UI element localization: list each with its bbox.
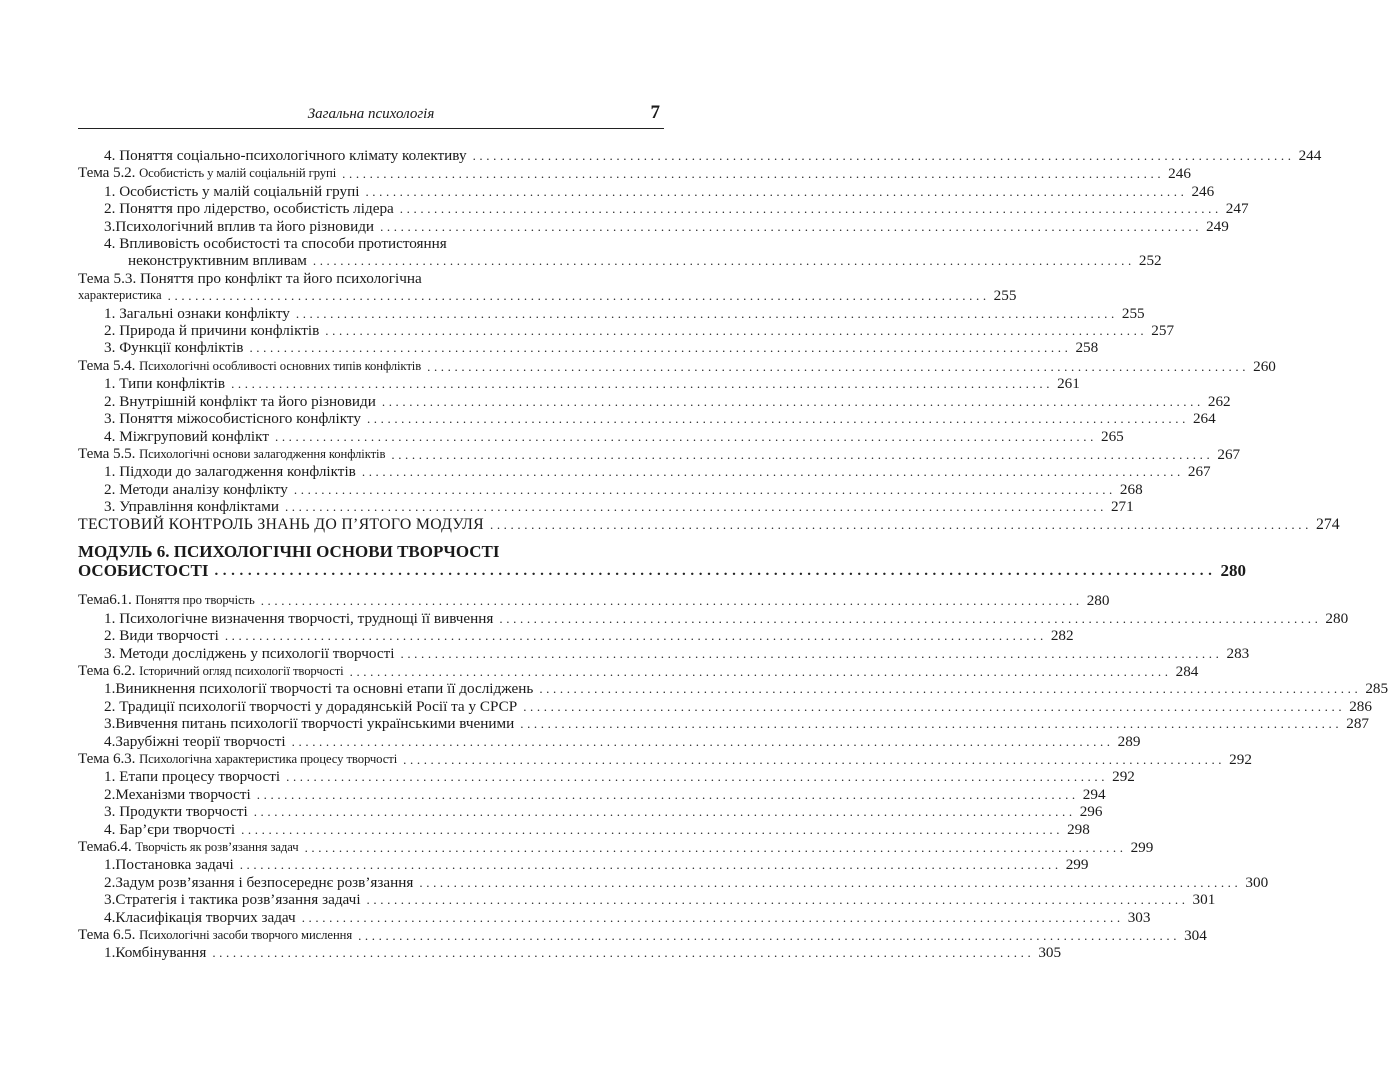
toc-entry-topic[interactable] (78, 591, 1110, 610)
toc-leader-dots: ........................................................................................................................ (214, 562, 1217, 579)
toc-entry-title: 4. Поняття соціально-психологічного клімату колективу (104, 147, 467, 164)
toc-leader-dots: ........................................................................................................................ (274, 428, 1097, 444)
toc-entry[interactable] (78, 609, 1349, 627)
toc-entry[interactable] (78, 697, 1372, 715)
toc-entry-page: 274 (1315, 515, 1340, 533)
toc-entry-page: 283 (1226, 644, 1250, 662)
toc-entry-title: 2. Поняття про лідерство, особистість лідера (104, 200, 394, 218)
toc-leader-dots: ........................................................................................................................ (256, 786, 1079, 802)
toc-entry-title: 2. Внутрішній конфлікт та його різновиди (104, 392, 376, 410)
toc-entry[interactable] (78, 304, 1145, 322)
toc-leader-dots: ........................................................................................................................ (260, 593, 1083, 609)
toc-entry[interactable] (78, 891, 1216, 909)
toc-entry[interactable] (78, 410, 1216, 428)
toc-entry-page: 255 (993, 287, 1017, 305)
toc-leader-dots: ........................................................................................................................ (286, 769, 1109, 785)
toc-entry[interactable] (78, 339, 1099, 357)
toc-entry-page: 271 (1110, 498, 1134, 516)
toc-entry-page: 282 (1050, 627, 1074, 645)
toc-entry-page: 304 (1184, 927, 1207, 945)
module-heading-line1: МОДУЛЬ 6. ПСИХОЛОГІЧНІ ОСНОВИ ТВОРЧОСТІ (78, 542, 500, 562)
toc-entry-title: Тема 6.5. Психологічні засоби творчого мислення (78, 926, 353, 944)
toc-entry-topic[interactable] (78, 356, 1276, 375)
toc-entry[interactable] (78, 498, 1134, 516)
toc-leader-dots: ........................................................................................................................ (342, 166, 1165, 182)
toc-entry[interactable] (78, 375, 1080, 393)
page-number: 7 (650, 102, 660, 123)
toc-entry-page: 298 (1067, 820, 1090, 838)
toc-leader-dots: ........................................................................................................................ (539, 681, 1362, 697)
toc-entry-title: 4. Міжгруповий конфлікт (104, 427, 269, 445)
toc-entry-title: 1.Комбінування (104, 944, 207, 962)
toc-entry[interactable] (78, 680, 1388, 698)
toc-entry-test[interactable] (78, 515, 1340, 534)
toc-entry-title: Тема 5.4. Психологічні особливості основних типів конфліктів (78, 356, 422, 374)
toc-entry-module[interactable] (78, 561, 1246, 581)
toc-leader-dots: ........................................................................................................................ (241, 821, 1064, 837)
toc-entry-title: 1. Загальні ознаки конфлікту (104, 304, 290, 322)
toc-entry-page: 258 (1075, 339, 1099, 357)
toc-entry-title: 2. Традиції психології творчості у дорадянській Росії та у СРСР (104, 697, 518, 715)
toc-entry-title: 4.Класифікація творчих задач (104, 908, 296, 926)
toc-entry-title: Тема6.1. Поняття про творчість (78, 591, 255, 609)
toc-leader-dots: ........................................................................................................................ (366, 411, 1189, 427)
toc-leader-dots: ........................................................................................................................ (325, 323, 1148, 339)
toc-entry-page: 286 (1349, 697, 1372, 715)
toc-entry-page: 265 (1100, 427, 1124, 445)
toc-entry-title: 1.Виникнення психології творчості та основні етапи її досліджень (104, 680, 534, 698)
toc-entry-page: 299 (1130, 839, 1154, 857)
toc-entry-page: 285 (1365, 680, 1388, 698)
toc-entry-page: 255 (1121, 304, 1145, 322)
toc-leader-dots: ........................................................................................................................ (291, 733, 1114, 749)
toc-entry[interactable] (78, 820, 1090, 838)
toc-entry-title: 1. Підходи до залагодження конфліктів (104, 463, 356, 481)
toc-entry-page: 260 (1253, 357, 1276, 375)
toc-entry-page: 246 (1168, 165, 1191, 183)
toc-leader-dots: ........................................................................................................................ (349, 663, 1172, 679)
toc-leader-dots: ........................................................................................................................ (212, 945, 1035, 961)
toc-entry-title: 1. Етапи процесу творчості (104, 768, 281, 786)
toc-entry-topic[interactable] (78, 661, 1199, 680)
toc-entry-title: 1.Постановка задачі (104, 856, 234, 874)
toc-entry-title: 1. Особистість у малій соціальній групі (104, 182, 360, 200)
toc-entry-title: 3. Методи досліджень у психології творчості (104, 644, 395, 662)
toc-entry-page: 305 (1038, 944, 1062, 962)
toc-leader-dots: ........................................................................................................................ (380, 218, 1203, 234)
toc-entry-page: 262 (1207, 392, 1231, 410)
toc-entry-topic[interactable] (78, 749, 1252, 768)
toc-entry-page: 252 (1138, 252, 1162, 270)
toc-entry-title: Тема 6.3. Психологічна характеристика процесу творчості (78, 749, 398, 767)
toc-entry-title: 2.Задум розв’язання і безпосереднє розв’язання (104, 873, 414, 891)
toc-entry[interactable] (78, 785, 1106, 803)
toc-leader-dots: ........................................................................................................................ (489, 516, 1312, 532)
toc-entry-title: 3.Вивчення питань психології творчості українськими вченими (104, 715, 515, 733)
toc-entry-title: 3. Продукти творчості (104, 803, 248, 821)
toc-leader-dots: ........................................................................................................................ (381, 393, 1204, 409)
toc-leader-dots: ........................................................................................................................ (239, 857, 1062, 873)
toc-leader-dots: ........................................................................................................................ (358, 928, 1181, 944)
toc-entry[interactable] (78, 856, 1089, 874)
toc-entry-topic[interactable] (78, 444, 1241, 463)
toc-entry-page: 299 (1065, 856, 1089, 874)
toc-entry-title: 3. Поняття міжособистісного конфлікту (104, 410, 361, 428)
toc-entry[interactable] (78, 768, 1135, 786)
toc-entry[interactable] (78, 944, 1062, 962)
toc-entry-title: ТЕСТОВИЙ КОНТРОЛЬ ЗНАНЬ ДО П’ЯТОГО МОДУЛЯ (78, 515, 484, 533)
toc-leader-dots: ........................................................................................................................ (400, 645, 1223, 661)
toc-entry-page: 296 (1079, 803, 1103, 821)
toc-leader-dots: ........................................................................................................................ (399, 201, 1222, 217)
toc-entry[interactable] (78, 147, 1322, 164)
toc-entry-title: 1. Психологічне визначення творчості, труднощі її вивчення (104, 609, 494, 627)
toc-entry-topic[interactable] (78, 838, 1154, 857)
toc-entry-page: 289 (1117, 732, 1141, 750)
toc-leader-dots: ........................................................................................................................ (253, 804, 1076, 820)
toc-leader-dots: ........................................................................................................................ (301, 909, 1124, 925)
toc-entry[interactable] (78, 873, 1269, 891)
toc-leader-dots: ........................................................................................................................ (167, 288, 990, 304)
running-header (78, 104, 664, 129)
toc-entry-page: 257 (1151, 322, 1175, 340)
toc-entry-title: 3.Стратегія і тактика розв’язання задачі (104, 891, 361, 909)
toc-entry-page: 292 (1229, 750, 1252, 768)
toc-entry-title: ОСОБИСТОСТІ (78, 561, 209, 581)
toc-entry-page: 268 (1119, 480, 1143, 498)
toc-leader-dots: ........................................................................................................................ (231, 376, 1054, 392)
toc-entry-page: 244 (1298, 147, 1322, 164)
toc-entry-page: 261 (1057, 375, 1080, 393)
toc-entry-page: 280 (1220, 561, 1246, 581)
toc-entry-page: 300 (1245, 873, 1269, 891)
toc-entry-page: 249 (1206, 217, 1229, 235)
toc-entry-title: 2. Методи аналізу конфлікту (104, 480, 288, 498)
toc-entry[interactable] (78, 217, 1229, 235)
toc-leader-dots: ........................................................................................................................ (365, 183, 1188, 199)
toc-leader-dots: ........................................................................................................................ (520, 716, 1343, 732)
toc-entry-page: 284 (1175, 662, 1199, 680)
toc-entry-title: 4.Зарубіжні теорії творчості (104, 732, 286, 750)
toc-entry-title: 3. Управління конфліктами (104, 498, 279, 516)
toc-leader-dots: ........................................................................................................................ (499, 610, 1322, 626)
toc-entry[interactable] (78, 322, 1175, 340)
toc-entry-page: 247 (1225, 200, 1249, 218)
toc-entry-title: 4. Бар’єри творчості (104, 820, 236, 838)
toc-leader-dots: ........................................................................................................................ (366, 892, 1189, 908)
running-title: Загальна психологія (307, 106, 435, 122)
toc-entry[interactable] (78, 732, 1141, 750)
toc-entry-title: Тема 5.5. Психологічні основи залагодження конфліктів (78, 444, 386, 462)
toc-entry[interactable] (78, 908, 1151, 926)
toc-leader-dots: ........................................................................................................................ (427, 358, 1250, 374)
toc-entry-topic[interactable] (78, 926, 1207, 945)
toc-entry-topic-line1: Тема 5.3. Поняття про конфлікт та його психологічна (78, 269, 422, 287)
toc-entry-page: 246 (1191, 182, 1215, 200)
table-of-contents (78, 147, 1388, 962)
toc-entry-title: Тема6.4. Творчість як розв’язання задач (78, 838, 299, 856)
toc-entry[interactable] (78, 200, 1249, 218)
toc-entry-title: Тема 6.2. Історичний огляд психології творчості (78, 661, 344, 679)
toc-entry-title: Тема 5.2. Особистість у малій соціальній групі (78, 164, 337, 182)
toc-entry-topic[interactable] (78, 164, 1191, 183)
toc-entry-line1: 4. Впливовість особистості та способи протистояння (104, 235, 447, 253)
toc-entry-page: 292 (1112, 768, 1135, 786)
toc-entry[interactable] (78, 644, 1250, 662)
toc-entry-title: 1. Типи конфліктів (104, 375, 226, 393)
toc-leader-dots: ........................................................................................................................ (224, 628, 1047, 644)
toc-entry-title: характеристика (78, 288, 162, 303)
toc-entry-page: 280 (1325, 609, 1349, 627)
toc-leader-dots: ........................................................................................................................ (403, 751, 1226, 767)
toc-entry[interactable] (78, 427, 1124, 445)
toc-entry-title: 3. Функції конфліктів (104, 339, 244, 357)
toc-leader-dots: ........................................................................................................................ (249, 340, 1072, 356)
toc-entry[interactable] (78, 803, 1103, 821)
toc-leader-dots: ........................................................................................................................ (419, 874, 1242, 890)
toc-entry-title: неконструктивним впливам (128, 252, 307, 270)
toc-entry[interactable] (78, 627, 1074, 645)
toc-entry[interactable] (78, 252, 1162, 270)
toc-leader-dots: ........................................................................................................................ (304, 840, 1127, 856)
toc-leader-dots: ........................................................................................................................ (295, 305, 1118, 321)
toc-entry-page: 301 (1192, 891, 1216, 909)
toc-leader-dots: ........................................................................................................................ (361, 464, 1184, 480)
toc-entry-page: 267 (1187, 463, 1211, 481)
toc-entry[interactable] (78, 392, 1231, 410)
toc-leader-dots: ........................................................................................................................ (293, 481, 1116, 497)
toc-entry[interactable] (78, 715, 1369, 733)
toc-entry-topic[interactable] (78, 287, 1017, 305)
toc-entry-title: 2.Механізми творчості (104, 785, 251, 803)
toc-entry[interactable] (78, 463, 1211, 481)
toc-entry-page: 294 (1082, 785, 1106, 803)
toc-entry-page: 280 (1086, 592, 1110, 610)
toc-entry-title: 2. Природа й причини конфліктів (104, 322, 320, 340)
toc-entry[interactable] (78, 182, 1215, 200)
toc-entry[interactable] (78, 480, 1143, 498)
toc-entry-title: 2. Види творчості (104, 627, 219, 645)
toc-entry-page: 303 (1127, 908, 1151, 926)
toc-entry-page: 287 (1346, 715, 1369, 733)
toc-leader-dots: ........................................................................................................................ (391, 446, 1214, 462)
toc-entry-page: 264 (1192, 410, 1216, 428)
toc-leader-dots: ........................................................................................................................ (523, 698, 1346, 714)
toc-entry-title: 3.Психологічний вплив та його різновиди (104, 217, 375, 235)
toc-entry-page: 267 (1217, 445, 1241, 463)
toc-leader-dots: ........................................................................................................................ (472, 148, 1295, 163)
toc-leader-dots: ........................................................................................................................ (284, 499, 1107, 515)
toc-leader-dots: ........................................................................................................................ (312, 253, 1135, 269)
